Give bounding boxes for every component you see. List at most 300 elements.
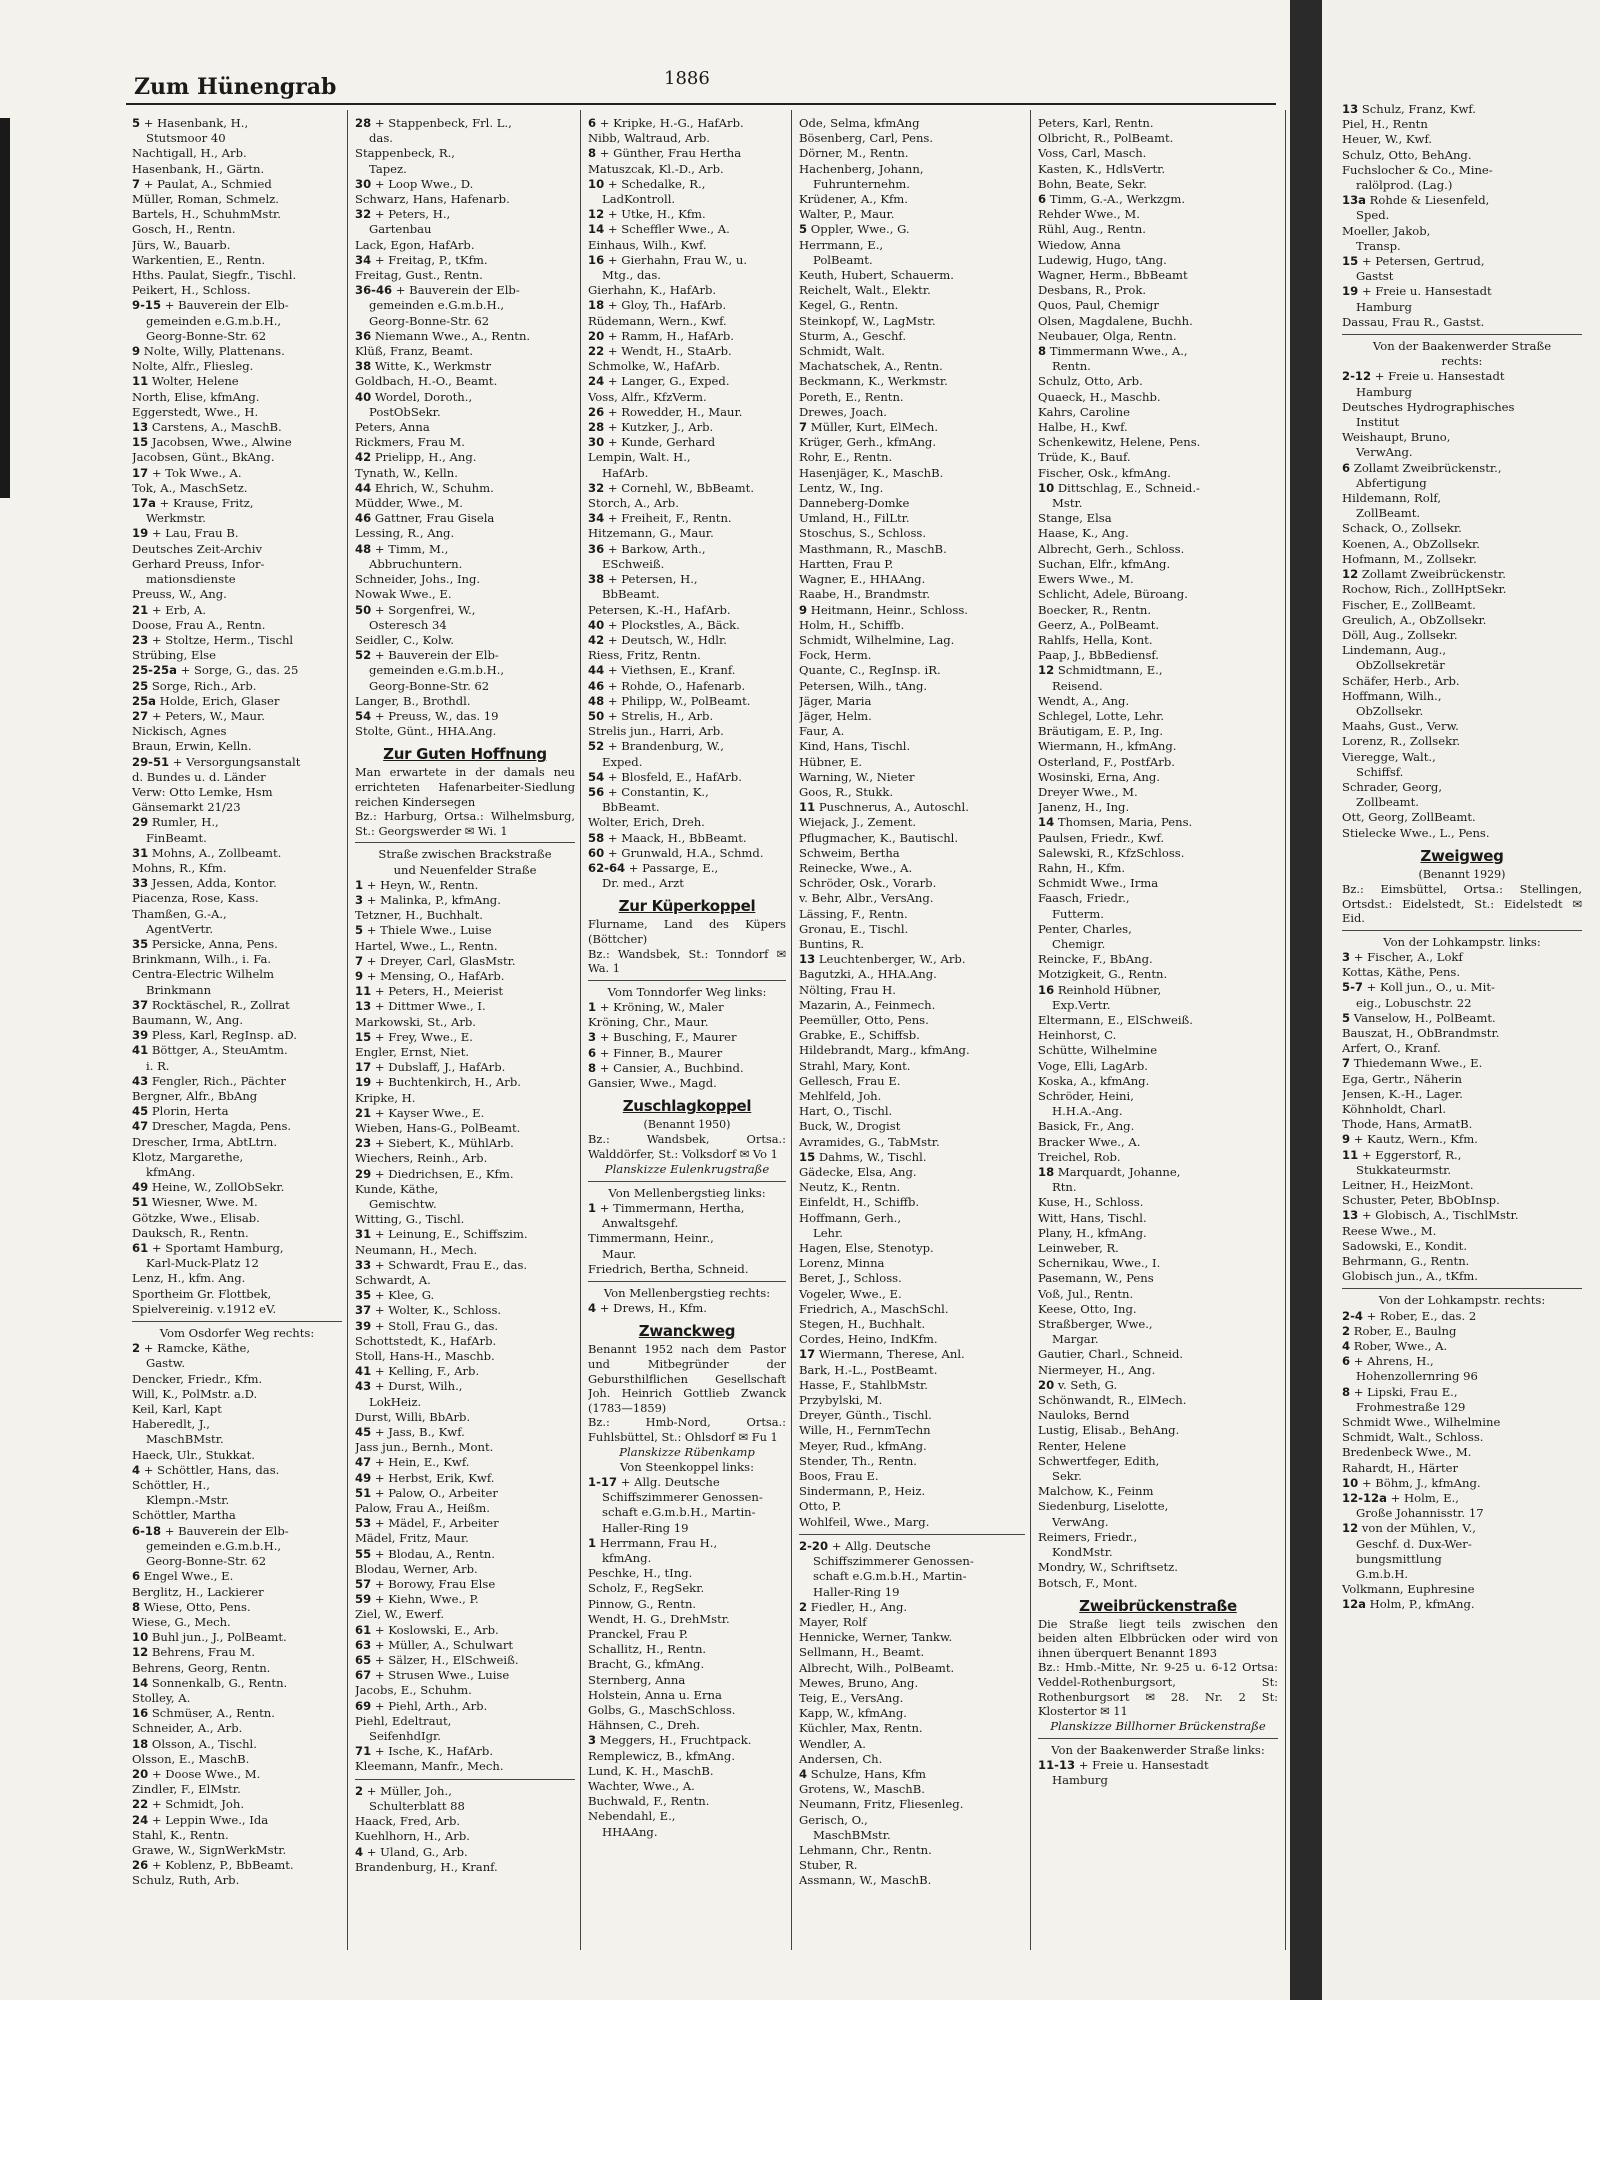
entry-text: Ziel, W., Ewerf.: [355, 1607, 445, 1622]
entry-text: + Durst, Wilh.,: [374, 1379, 463, 1394]
resident-entry: [1038, 390, 1278, 405]
resident-entry: [355, 1121, 575, 1136]
entry-text: Lässing, F., Rentn.: [799, 906, 908, 921]
entry-text: Gierhahn, K., HafArb.: [588, 283, 717, 298]
resident-entry: [132, 831, 342, 846]
house-number: 1: [355, 877, 364, 892]
resident-entry: [799, 1287, 1025, 1302]
resident-entry: [132, 1180, 342, 1195]
entry-text: Wendler, A.: [799, 1736, 866, 1751]
resident-entry: [355, 1860, 575, 1875]
entry-text: Schütte, Wilhelmine: [1038, 1043, 1158, 1058]
resident-entry: [1342, 1193, 1582, 1208]
resident-entry: [355, 1623, 575, 1638]
resident-entry: [132, 1600, 342, 1615]
entry-text: ObZollsekretär: [1356, 658, 1445, 673]
entry-text: Schwarz, Hans, Hafenarb.: [355, 192, 510, 207]
resident-entry: [799, 1737, 1025, 1752]
resident-entry: [588, 1015, 786, 1030]
resident-entry: [799, 511, 1025, 526]
entry-text: + Koblenz, P., BbBeamt.: [151, 1858, 294, 1873]
resident-entry: [799, 1043, 1025, 1058]
resident-entry: [588, 679, 786, 694]
entry-text: + Stappenbeck, Frl. L.,: [374, 116, 512, 130]
resident-entry: [355, 526, 575, 541]
house-number: 22: [588, 344, 605, 359]
resident-entry: [1038, 146, 1278, 161]
house-number: 36-46: [355, 283, 393, 298]
house-number: 5-7: [1342, 980, 1363, 995]
entry-text: Schmüser, A., Rentn.: [151, 1706, 275, 1721]
entry-text: Stappenbeck, R.,: [355, 146, 455, 161]
house-number: 31: [132, 845, 149, 860]
house-number: 28: [355, 116, 372, 130]
entry-text: + Cornehl, W., BbBeamt.: [607, 480, 755, 495]
house-number: 9: [799, 602, 808, 617]
entry-text: Jürs, W., Bauarb.: [132, 237, 231, 252]
resident-entry: [132, 648, 342, 663]
entry-text: Wiejack, J., Zement.: [799, 815, 917, 830]
resident-entry: [1038, 192, 1278, 207]
resident-entry: [1342, 208, 1582, 223]
resident-entry: [355, 177, 575, 192]
section-rule: [355, 842, 575, 843]
resident-entry: [588, 1718, 786, 1733]
entry-text: Schmolke, W., HafArb.: [588, 359, 721, 374]
entry-text: Gellesch, Frau E.: [799, 1073, 901, 1088]
entry-text: Große Johannisstr. 17: [1356, 1506, 1484, 1521]
entry-text: Holstein, Anna u. Erna: [588, 1687, 722, 1702]
resident-entry: [355, 1349, 575, 1364]
entry-text: Salewski, R., KfzSchloss.: [1038, 845, 1185, 860]
resident-entry: [1038, 511, 1278, 526]
resident-entry: [1038, 1317, 1278, 1332]
entry-text: Remplewicz, B., kfmAng.: [588, 1748, 736, 1763]
entry-text: Reinecke, Wwe., A.: [799, 860, 913, 875]
entry-text: + Palow, O., Arbeiter: [374, 1485, 498, 1500]
entry-text: das.: [369, 131, 393, 146]
entry-text: Ode, Selma, kfmAng: [799, 116, 920, 130]
entry-text: Koska, A., kfmAng.: [1038, 1073, 1150, 1088]
resident-entry: [132, 542, 342, 557]
entry-text: Gansier, Wwe., Magd.: [588, 1075, 717, 1090]
house-number: 3: [355, 892, 364, 907]
entry-text: Reimers, Friedr.,: [1038, 1529, 1138, 1544]
street-description: Bz.: Hmb-Nord, Ortsa.: Fuhlsbüttel, St.: Ohlsdorf ✉ Fu 1: [588, 1415, 786, 1444]
resident-entry: [799, 1211, 1025, 1226]
house-number: 11: [799, 800, 816, 815]
entry-text: + Drews, H., Kfm.: [599, 1301, 707, 1316]
resident-entry: [132, 1539, 342, 1554]
resident-entry: [799, 1615, 1025, 1630]
resident-entry: [1342, 1567, 1582, 1582]
entry-text: Prielipp, H., Ang.: [374, 450, 477, 465]
entry-text: Fischer, Osk., kfmAng.: [1038, 465, 1171, 480]
directory-column-2: [355, 116, 575, 1946]
entry-text: Quaeck, H., Maschb.: [1038, 389, 1161, 404]
resident-entry: [355, 450, 575, 465]
entry-text: Fischer, E., ZollBeamt.: [1342, 597, 1476, 612]
section-rule: [355, 1779, 575, 1780]
resident-entry: [1038, 831, 1278, 846]
entry-text: + Kunde, Gerhard: [607, 435, 716, 450]
resident-entry: [132, 192, 342, 207]
resident-entry: [799, 755, 1025, 770]
resident-entry: [1038, 329, 1278, 344]
entry-text: Jacobsen, Günt., BkAng.: [132, 450, 275, 465]
house-number: 13: [132, 420, 149, 435]
entry-text: Voge, Elli, LagArb.: [1038, 1058, 1148, 1073]
resident-entry: [132, 694, 342, 709]
entry-text: Gronau, E., Tischl.: [799, 921, 909, 936]
entry-text: Motzigkeit, G., Rentn.: [1038, 967, 1168, 982]
entry-text: Arfert, O., Kranf.: [1342, 1041, 1441, 1056]
resident-entry: [355, 1759, 575, 1774]
entry-text: Ludewig, Hugo, tAng.: [1038, 252, 1167, 267]
entry-text: Stegen, H., Buchhalt.: [799, 1317, 926, 1332]
resident-entry: [355, 648, 575, 663]
house-number: 45: [355, 1425, 372, 1440]
entry-text: Georg-Bonne-Str. 62: [369, 678, 490, 693]
entry-text: Deutsches Hydrographisches: [1342, 399, 1515, 414]
resident-entry: [799, 1469, 1025, 1484]
entry-text: Anwaltsgehf.: [602, 1216, 679, 1231]
entry-text: Exped.: [602, 754, 643, 769]
entry-text: Rühl, Aug., Rentn.: [1038, 222, 1146, 237]
entry-text: Walter, P., Maur.: [799, 207, 895, 222]
entry-text: Palow, Frau A., Heißm.: [355, 1501, 490, 1516]
resident-entry: [588, 739, 786, 754]
resident-entry: [1342, 1552, 1582, 1567]
resident-entry: [588, 344, 786, 359]
house-number: 11: [132, 374, 149, 389]
resident-entry: [132, 359, 342, 374]
entry-text: Teig, E., VersAng.: [799, 1690, 904, 1705]
house-number: 36: [355, 328, 372, 343]
entry-text: Osterland, F., PostfArb.: [1038, 754, 1175, 769]
resident-entry: [588, 1536, 786, 1551]
resident-entry: [799, 1706, 1025, 1721]
house-number: 17a: [132, 496, 156, 511]
resident-entry: [588, 1612, 786, 1627]
resident-entry: [132, 1828, 342, 1843]
entry-text: Danneberg-Domke: [799, 496, 910, 511]
house-number: 11-13: [1038, 1758, 1076, 1773]
entry-text: Osteresch 34: [369, 617, 447, 632]
entry-text: Oppler, Wwe., G.: [810, 222, 910, 237]
resident-entry: [355, 511, 575, 526]
resident-entry: [132, 1448, 342, 1463]
resident-entry: [1342, 1324, 1582, 1339]
entry-text: Lehr.: [813, 1225, 843, 1240]
resident-entry: [355, 1486, 575, 1501]
entry-text: Mazarin, A., Feinmech.: [799, 997, 936, 1012]
entry-text: + Sälzer, H., ElSchweiß.: [374, 1653, 519, 1668]
entry-text: Von Mellenbergstieg links:: [608, 1185, 766, 1200]
entry-text: Jass jun., Bernh., Mont.: [355, 1440, 494, 1455]
house-number: 63: [355, 1637, 372, 1652]
entry-text: Gerisch, O.,: [799, 1812, 868, 1827]
entry-text: Bark, H.-L., PostBeamt.: [799, 1362, 938, 1377]
entry-text: + Müller, Joh.,: [366, 1783, 452, 1798]
resident-entry: [799, 633, 1025, 648]
entry-text: + Buchtenkirch, H., Arb.: [374, 1075, 521, 1090]
resident-entry: [799, 1515, 1025, 1530]
resident-entry: [355, 1425, 575, 1440]
house-number: 50: [588, 708, 605, 723]
column-divider: [580, 110, 581, 1950]
resident-entry: [588, 146, 786, 161]
resident-entry: [132, 344, 342, 359]
entry-text: Rochow, Rich., ZollHptSekr.: [1342, 582, 1507, 597]
entry-text: Einfeldt, H., Schiffb.: [799, 1195, 920, 1210]
resident-entry: [132, 1013, 342, 1028]
entry-text: Keese, Otto, Ing.: [1038, 1301, 1137, 1316]
resident-entry: [132, 937, 342, 952]
resident-entry: [1038, 1545, 1278, 1560]
entry-text: Golbs, G., MaschSchloss.: [588, 1702, 736, 1717]
resident-entry: [355, 1167, 575, 1182]
resident-entry: [1342, 719, 1582, 734]
resident-entry: [355, 1562, 575, 1577]
section-rule: [132, 1321, 342, 1322]
resident-entry: [355, 1607, 575, 1622]
entry-text: + Allg. Deutsche: [831, 1538, 931, 1553]
resident-entry: [132, 1256, 342, 1271]
resident-entry: [355, 679, 575, 694]
entry-text: Wordel, Doroth.,: [374, 389, 473, 404]
entry-text: Hasenjäger, K., MaschB.: [799, 465, 944, 480]
entry-text: + Borowy, Frau Else: [374, 1577, 496, 1592]
house-number: 8: [588, 1060, 597, 1075]
entry-text: Werkmstr.: [146, 511, 206, 526]
resident-entry: [588, 1688, 786, 1703]
entry-text: Schöttler, Martha: [132, 1508, 236, 1523]
resident-entry: [588, 1733, 786, 1748]
entry-text: Dr. med., Arzt: [602, 876, 684, 891]
resident-entry: [799, 663, 1025, 678]
entry-text: Niemann Wwe., A., Rentn.: [374, 328, 531, 343]
entry-text: Exp.Vertr.: [1052, 997, 1111, 1012]
entry-text: Witte, K., Werkmstr: [374, 359, 492, 374]
directory-column-3: [588, 116, 786, 1946]
resident-entry: [132, 268, 342, 283]
entry-text: + Grunwald, H.A., Schmd.: [607, 845, 764, 860]
resident-entry: [355, 481, 575, 496]
entry-text: Wiedow, Anna: [1038, 237, 1121, 252]
entry-text: + Müller, A., Schulwart: [374, 1637, 514, 1652]
entry-text: + Leppin Wwe., Ida: [151, 1812, 269, 1827]
entry-text: Drewes, Joach.: [799, 404, 887, 419]
house-number: 33: [355, 1257, 372, 1272]
resident-entry: [132, 1432, 342, 1447]
street-side-label: [1342, 339, 1582, 354]
house-number: 67: [355, 1668, 372, 1683]
resident-entry: [1342, 193, 1582, 208]
house-number: 56: [588, 784, 605, 799]
resident-entry: [588, 116, 786, 131]
entry-text: Voß, Jul., Rentn.: [1038, 1286, 1134, 1301]
resident-entry: [1342, 582, 1582, 597]
entry-text: Gädecke, Elsa, Ang.: [799, 1165, 917, 1180]
resident-entry: [799, 1119, 1025, 1134]
entry-text: Zollbeamt.: [1356, 795, 1419, 810]
entry-text: Behrens, Frau M.: [151, 1645, 256, 1660]
street-side-label: [1342, 354, 1582, 369]
house-number: 32: [588, 480, 605, 495]
entry-text: AgentVertr.: [146, 921, 214, 936]
entry-text: Schröder, Osk., Vorarb.: [799, 876, 937, 891]
resident-entry: [1342, 980, 1582, 995]
entry-text: Von der Baakenwerder Straße: [1372, 339, 1552, 354]
resident-entry: [799, 1873, 1025, 1888]
house-number: 24: [588, 374, 605, 389]
entry-text: Wagner, Herm., BbBeamt: [1038, 268, 1188, 283]
resident-entry: [355, 1075, 575, 1090]
entry-text: PostObSekr.: [369, 404, 441, 419]
resident-entry: [588, 359, 786, 374]
entry-text: Suchan, Elfr., kfmAng.: [1038, 556, 1171, 571]
entry-text: + Stoltze, Herm., Tischl: [151, 632, 294, 647]
entry-text: Wiermann, Therese, Anl.: [818, 1347, 965, 1362]
entry-text: Pinnow, G., Rentn.: [588, 1596, 697, 1611]
entry-text: Volkmann, Euphresine: [1342, 1582, 1475, 1597]
resident-entry: [355, 435, 575, 450]
entry-text: Meyer, Rud., kfmAng.: [799, 1438, 927, 1453]
resident-entry: [1038, 815, 1278, 830]
entry-text: Weishaupt, Bruno,: [1342, 430, 1451, 445]
entry-text: + Cansier, A., Buchbind.: [599, 1060, 744, 1075]
resident-entry: [132, 466, 342, 481]
resident-entry: [799, 1858, 1025, 1873]
resident-entry: [355, 969, 575, 984]
entry-text: Peters, Anna: [355, 420, 430, 435]
entry-text: Beckmann, K., Werkmstr.: [799, 374, 948, 389]
entry-text: + Deutsch, W., Hdlr.: [607, 632, 727, 647]
resident-entry: [355, 633, 575, 648]
house-number: 6: [1342, 1354, 1351, 1369]
house-number: 15: [355, 1029, 372, 1044]
entry-text: Strelis jun., Harri, Arb.: [588, 724, 724, 739]
resident-entry: [355, 359, 575, 374]
entry-text: Thomsen, Maria, Pens.: [1057, 815, 1193, 830]
entry-text: + Plockstles, A., Bäck.: [607, 617, 740, 632]
resident-entry: [1342, 385, 1582, 400]
entry-text: Neumann, Fritz, Fliesenleg.: [799, 1797, 964, 1812]
resident-entry: [132, 1043, 342, 1058]
entry-text: KondMstr.: [1052, 1545, 1113, 1560]
resident-entry: [355, 1683, 575, 1698]
resident-entry: [588, 861, 786, 876]
street-side-label: [355, 863, 575, 878]
entry-text: VerwAng.: [1356, 445, 1413, 460]
entry-text: Straßberger, Wwe.,: [1038, 1317, 1153, 1332]
resident-entry: [1342, 1117, 1582, 1132]
entry-text: Abfertigung: [1356, 475, 1427, 490]
resident-entry: [588, 831, 786, 846]
entry-text: Ewers Wwe., M.: [1038, 572, 1134, 587]
entry-text: Abbruchuntern.: [369, 556, 463, 571]
entry-text: Malchow, K., Feinm: [1038, 1484, 1154, 1499]
entry-text: Niermeyer, H., Ang.: [1038, 1362, 1156, 1377]
entry-text: Drescher, Irma, AbtLtrn.: [132, 1134, 278, 1149]
entry-text: Pasemann, W., Pens: [1038, 1271, 1154, 1286]
entry-text: Kahrs, Caroline: [1038, 404, 1130, 419]
resident-entry: [355, 298, 575, 313]
entry-text: und Neuenfelder Straße: [393, 862, 537, 877]
entry-text: Klüß, Franz, Beamt.: [355, 344, 474, 359]
resident-entry: [1038, 1347, 1278, 1362]
entry-text: + Constantin, K.,: [607, 784, 709, 799]
entry-text: Schmidt Wwe., Irma: [1038, 876, 1159, 891]
entry-text: Haase, K., Ang.: [1038, 526, 1129, 541]
house-number: 20: [1038, 1377, 1055, 1392]
resident-entry: [1038, 420, 1278, 435]
resident-entry: [1342, 117, 1582, 132]
resident-entry: [588, 557, 786, 572]
resident-entry: [355, 1744, 575, 1759]
resident-entry: [799, 1828, 1025, 1843]
resident-entry: [132, 557, 342, 572]
entry-text: Klotz, Margarethe,: [132, 1149, 244, 1164]
house-number: 21: [355, 1105, 372, 1120]
resident-entry: [355, 1516, 575, 1531]
entry-text: schaft e.G.m.b.H., Martin-: [602, 1505, 756, 1520]
resident-entry: [1342, 476, 1582, 491]
entry-text: Deutsches Zeit-Archiv: [132, 541, 263, 556]
entry-text: Ega, Gertr., Näherin: [1342, 1071, 1462, 1086]
house-number: 53: [355, 1516, 372, 1531]
entry-text: Rumler, H.,: [151, 815, 219, 830]
entry-text: Schmidt, Wilhelmine, Lag.: [799, 632, 955, 647]
resident-entry: [355, 663, 575, 678]
house-number: 1-17: [588, 1474, 618, 1489]
entry-text: Wiese, G., Mech.: [132, 1614, 231, 1629]
entry-text: BbBeamt.: [602, 800, 660, 815]
resident-entry: [588, 542, 786, 557]
resident-entry: [799, 983, 1025, 998]
entry-text: Haack, Fred, Arb.: [355, 1814, 461, 1829]
entry-text: + Schedalke, R.,: [607, 176, 706, 191]
resident-entry: [1038, 1135, 1278, 1150]
map-reference: Planskizze Eulenkrugstraße: [604, 1161, 770, 1176]
house-number: 10: [1342, 1475, 1359, 1490]
house-number: 19: [355, 1075, 372, 1090]
resident-entry: [799, 177, 1025, 192]
resident-entry: [799, 1630, 1025, 1645]
entry-text: + Barkow, Arth.,: [607, 541, 706, 556]
resident-entry: [1038, 983, 1278, 998]
entry-text: Behrmann, G., Rentn.: [1342, 1254, 1470, 1268]
entry-text: Leinweber, R.: [1038, 1241, 1119, 1256]
resident-entry: [1342, 102, 1582, 117]
house-number: 2: [1342, 1323, 1351, 1338]
street-description: Die Straße liegt teils zwischen den beiden alten Elbbrücken oder wird von ihnen überquert Benannt 1893: [1038, 1616, 1278, 1660]
entry-text: Voss, Alfr., KfzVerm.: [588, 389, 707, 404]
resident-entry: [355, 374, 575, 389]
entry-text: Schernikau, Wwe., I.: [1038, 1256, 1161, 1271]
entry-text: Neubauer, Olga, Rentn.: [1038, 328, 1177, 343]
entry-text: Schulz, Otto, Arb.: [1038, 374, 1143, 389]
resident-entry: [132, 1508, 342, 1523]
resident-entry: [799, 937, 1025, 952]
house-number: 1: [588, 1535, 597, 1550]
resident-entry: [1342, 300, 1582, 315]
entry-text: Reese Wwe., M.: [1342, 1223, 1437, 1238]
entry-text: + Klee, G.: [374, 1288, 435, 1303]
entry-text: ObZollsekr.: [1356, 703, 1424, 718]
resident-entry: [799, 359, 1025, 374]
